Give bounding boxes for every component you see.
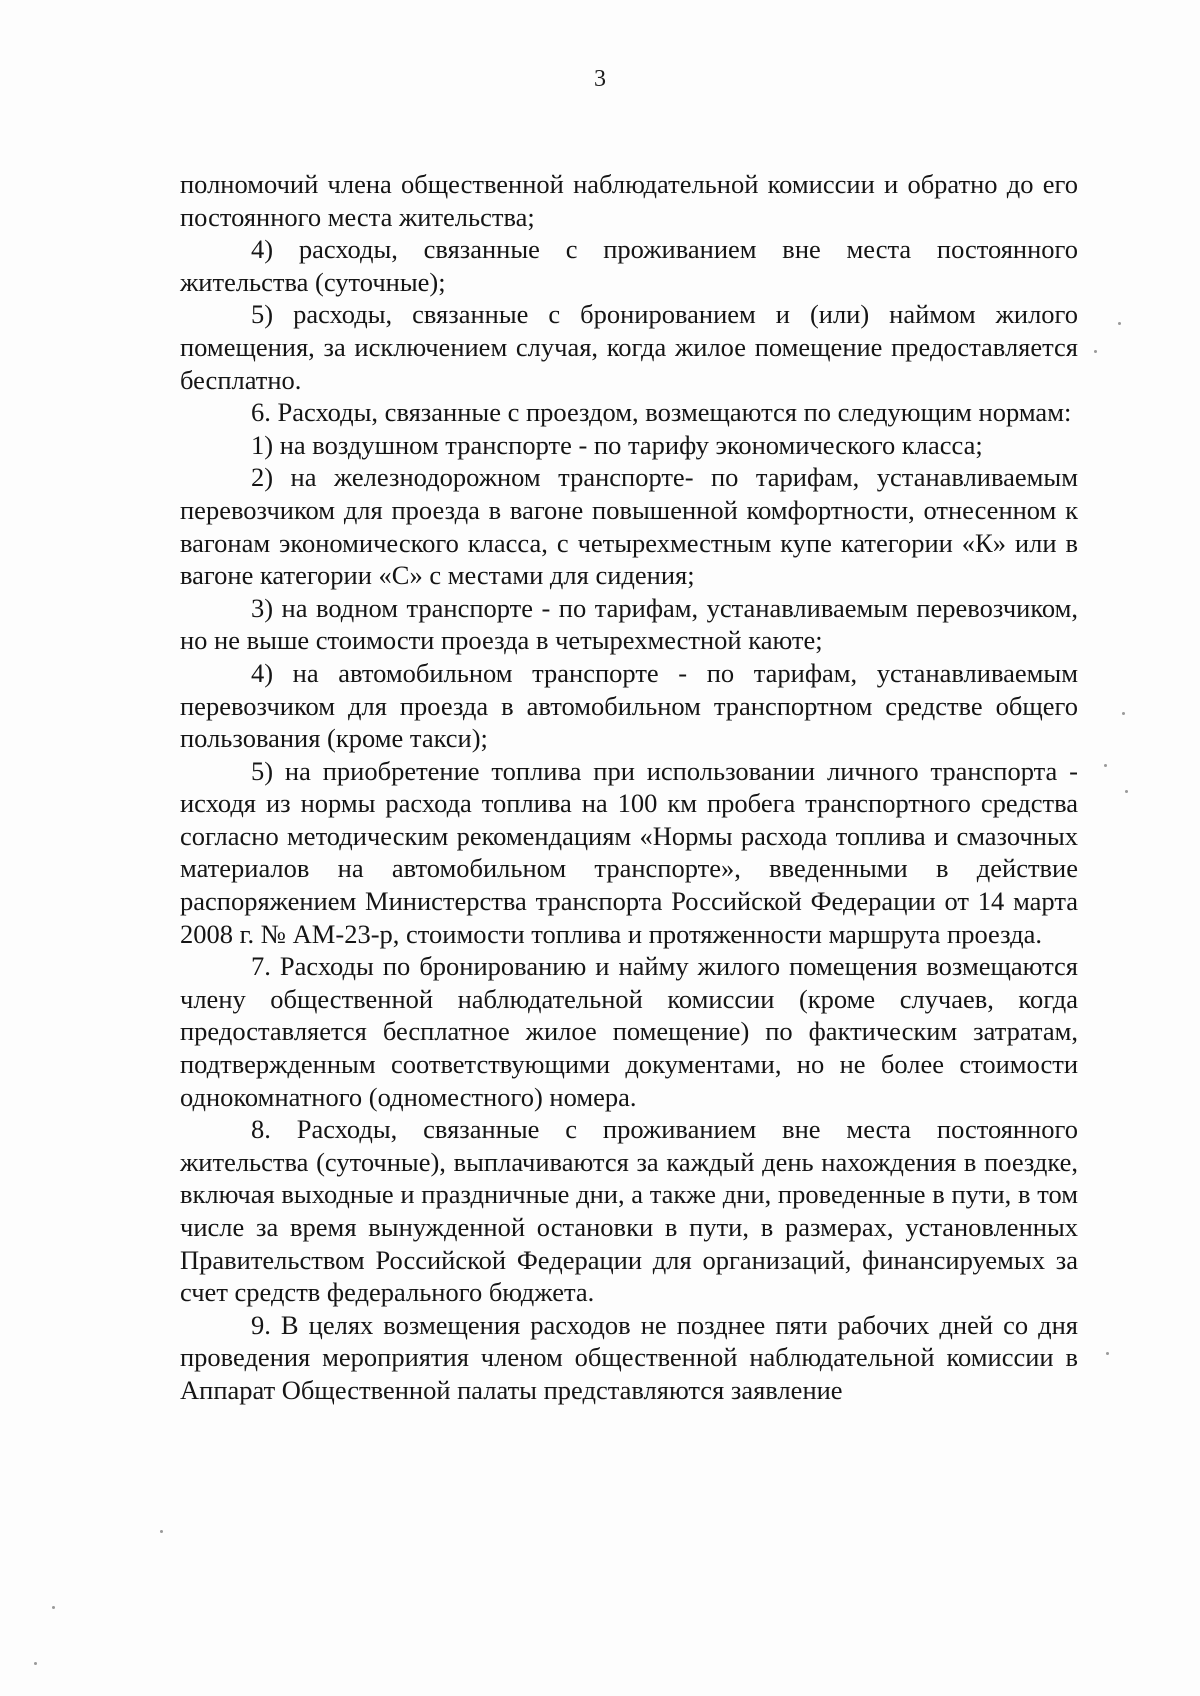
paragraph-item-5: 5) расходы, связанные с бронированием и (или) наймом жилого помещения, за исключением случая, когда жилое помещение предоставляется бесплатно.: [180, 299, 1078, 395]
paragraph-clause-9: 9. В целях возмещения расходов не позднее пяти рабочих дней со дня проведения мероприятия членом общественной наблюдательной комиссии в Аппарат Общественной палаты представляются заявление: [180, 1309, 1078, 1405]
paragraph-continuation: полномочий члена общественной наблюдательной комиссии и обратно до его постоянного места жительства;: [180, 169, 1078, 232]
scan-speck: [52, 1606, 55, 1609]
scan-speck: [1118, 322, 1121, 325]
paragraph-clause-8: 8. Расходы, связанные с проживанием вне места постоянного жительства (суточные), выплачиваются за каждый день нахождения в поездке, включая выходные и праздничные дни, а также дни, проведенные в пути, в том числе за время вынужденной остановки в пути, в размерах, установленных Правительством Российской Федерации для организаций, финансируемых за счет средств федерального бюджета.: [180, 1114, 1078, 1308]
paragraph-rail-transport: 2) на железнодорожном транспорте- по тарифам, устанавливаемым перевозчиком для проезда в вагоне повышенной комфортности, отнесенном к вагонам экономического класса, с четырехместным купе категории «К» или в вагоне категории «С» с местами для сидения;: [180, 462, 1078, 591]
scan-speck: [1094, 350, 1097, 353]
paragraph-clause-7: 7. Расходы по бронированию и найму жилого помещения возмещаются члену общественной наблюдательной комиссии (кроме случаев, когда предоставляется бесплатное жилое помещение) по фактическим затратам, подтвержденным соответствующими документами, но не более стоимости однокомнатного (одноместного) номера.: [180, 951, 1078, 1112]
paragraph-fuel: 5) на приобретение топлива при использовании личного транспорта - исходя из нормы расхода топлива на 100 км пробега транспортного средства согласно методическим рекомендациям «Нормы расхода топлива и смазочных материалов на автомобильном транспорте», введенными в действие распоряжением Министерства транспорта Российской Федерации от 14 марта 2008 г. № АМ-23-р, стоимости топлива и протяженности маршрута проезда.: [180, 755, 1078, 949]
scan-speck: [1106, 1352, 1109, 1355]
scan-speck: [1122, 712, 1125, 715]
scan-speck: [1125, 790, 1128, 793]
paragraph-water-transport: 3) на водном транспорте - по тарифам, устанавливаемым перевозчиком, но не выше стоимости проезда в четырехместной каюте;: [180, 592, 1078, 656]
paragraph-clause-6: 6. Расходы, связанные с проездом, возмещаются по следующим нормам:: [251, 397, 1072, 428]
scan-speck: [34, 1662, 37, 1665]
paragraph-air-transport: 1) на воздушном транспорте - по тарифу экономического класса;: [251, 429, 983, 460]
paragraph-item-4: 4) расходы, связанные с проживанием вне места постоянного жительства (суточные);: [180, 234, 1078, 297]
scan-speck: [160, 1530, 163, 1533]
page-number: 3: [594, 66, 606, 92]
scan-speck: [1104, 764, 1107, 767]
document-body: [180, 168, 1078, 1407]
paragraph-road-transport: 4) на автомобильном транспорте - по тарифам, устанавливаемым перевозчиком для проезда в автомобильном транспортном средстве общего пользования (кроме такси);: [180, 657, 1078, 754]
